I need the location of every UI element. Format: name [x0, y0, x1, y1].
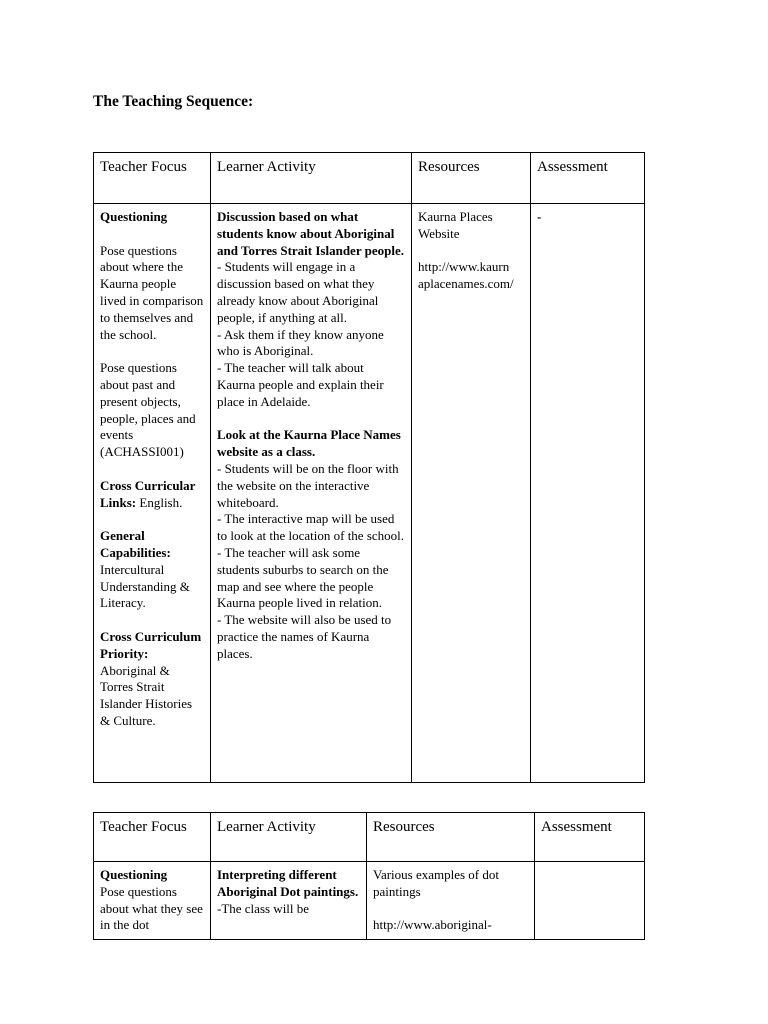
- assessment-cell: [535, 862, 645, 940]
- header-assessment: Assessment: [531, 153, 645, 204]
- learner-activity-cell: [211, 862, 367, 940]
- header-assessment: Assessment: [535, 813, 645, 862]
- resource-url[interactable]: http://www.aboriginal-: [373, 917, 492, 933]
- teacher-focus-cell: [94, 862, 211, 940]
- resource-url-line-2[interactable]: aplacenames.com/: [418, 276, 514, 292]
- cross-links-label: Cross Curricular Links:: [100, 477, 196, 510]
- questioning-heading: Questioning: [100, 209, 168, 224]
- resource-text: Various examples of dot paintings: [373, 867, 500, 899]
- header-teacher-focus: Teacher Focus: [94, 813, 211, 862]
- pose-questions-1: Pose questions about where the Kaurna people lived in comparison to themselves and the school.: [100, 242, 204, 342]
- curriculum-priority-value: Aboriginal & Torres Strait Islander Histories & Culture.: [100, 662, 193, 728]
- header-teacher-focus: Teacher Focus: [94, 153, 211, 204]
- learner-heading-2: Look at the Kaurna Place Names website as a class.: [217, 427, 401, 460]
- table-header-row: [94, 153, 645, 204]
- learner-item: - Students will engage in a discussion based on what they already know about Aboriginal people, if anything at all.: [217, 259, 379, 325]
- cross-links-value: English.: [136, 494, 183, 510]
- teaching-sequence-table-2: [93, 812, 645, 940]
- teaching-sequence-table-1: [93, 152, 645, 783]
- learner-item: - The teacher will talk about Kaurna people and explain their place in Adelaide.: [217, 360, 384, 409]
- learner-item: - The teacher will ask some students suburbs to search on the map and see where the people Kaurna people lived in relation.: [217, 544, 389, 611]
- general-capabilities-value: Intercultural Understanding & Literacy.: [100, 561, 190, 611]
- resources-cell: [412, 204, 531, 783]
- cross-curricular-links: [100, 478, 204, 512]
- learner-activity-cell: [211, 204, 412, 783]
- learner-item: - The interactive map will be used to look at the location of the school.: [217, 511, 405, 544]
- teacher-focus-cell: [94, 204, 211, 783]
- header-learner-activity: Learner Activity: [211, 153, 412, 204]
- learner-heading-1: Discussion based on what students know about Aboriginal and Torres Strait Islander people.: [217, 209, 404, 258]
- resource-name: Kaurna Places Website: [418, 209, 493, 241]
- page-title: The Teaching Sequence:: [93, 93, 254, 110]
- header-resources: Resources: [412, 153, 531, 204]
- pose-questions-2: Pose questions about past and present objects, people, places and events (ACHASSI001): [100, 360, 196, 460]
- assessment-value: -: [537, 209, 542, 224]
- table-header-row: [94, 813, 645, 862]
- curriculum-priority-label: Cross Curriculum Priority:: [100, 628, 202, 661]
- header-resources: Resources: [367, 813, 535, 862]
- assessment-cell: [531, 204, 645, 783]
- learner-item: -The class will be: [217, 900, 310, 916]
- learner-item: - Students will be on the floor with the website on the interactive whiteboard.: [217, 460, 399, 510]
- table-row: [94, 862, 645, 940]
- learner-heading: Interpreting different Aboriginal Dot paintings.: [217, 867, 359, 899]
- questioning-heading: Questioning: [100, 867, 168, 882]
- resource-url-line-1[interactable]: http://www.kaurn: [418, 259, 510, 275]
- learner-item: - The website will also be used to practice the names of Kaurna places.: [217, 612, 392, 661]
- header-learner-activity: Learner Activity: [211, 813, 367, 862]
- general-capabilities-label: General Capabilities:: [100, 528, 171, 560]
- pose-questions: Pose questions about what they see in the dot: [100, 883, 203, 933]
- table-row: [94, 204, 645, 783]
- resources-cell: [367, 862, 535, 940]
- learner-item: - Ask them if they know anyone who is Aboriginal.: [217, 326, 384, 359]
